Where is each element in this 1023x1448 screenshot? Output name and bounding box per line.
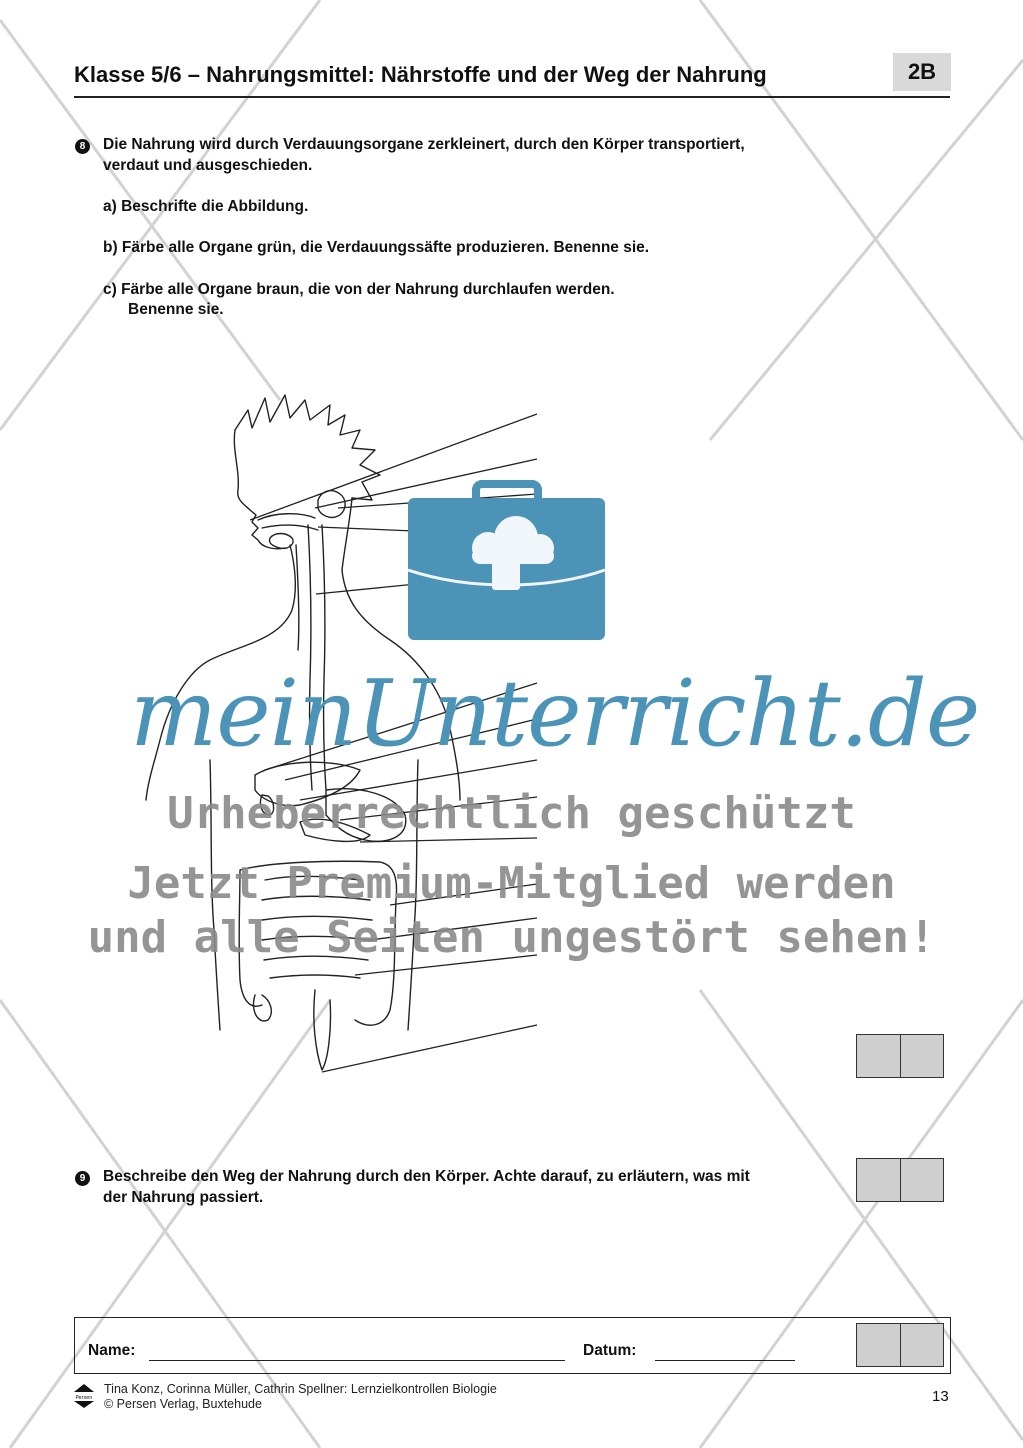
- page-title: Klasse 5/6 – Nahrungsmittel: Nährstoffe und der Weg der Nahrung: [74, 62, 767, 87]
- name-date-box: [74, 1317, 951, 1374]
- footer-authors: Tina Konz, Corinna Müller, Cathrin Spellner: Lernzielkontrollen Biologie: [104, 1382, 497, 1396]
- task-8-intro-line2: verdaut und ausgeschieden.: [103, 157, 313, 174]
- page-number: 13: [932, 1388, 949, 1405]
- task-9-line1: Beschreibe den Weg der Nahrung durch den Körper. Achte darauf, zu erläutern, was mit: [103, 1168, 750, 1185]
- date-label: Datum:: [583, 1342, 637, 1359]
- salivary-gland-lower: [269, 534, 293, 549]
- appendix: [253, 995, 271, 1021]
- trachea: [296, 545, 299, 650]
- persen-logo-text: Persen: [75, 1395, 93, 1401]
- mouth-cavity: [258, 514, 318, 530]
- footer-credits: [104, 1382, 497, 1412]
- briefcase-logo-icon: [408, 480, 606, 640]
- task-8-intro-line1: Die Nahrung wird durch Verdauungsorgane zerkleinert, durch den Körper transportiert,: [103, 136, 745, 153]
- task-8c-line1: c) Färbe alle Organe braun, die von der Nahrung durchlaufen werden.: [103, 281, 615, 298]
- rectum: [314, 990, 331, 1070]
- head-profile: [234, 430, 285, 549]
- name-label: Name:: [88, 1342, 136, 1359]
- watermark-brand: meinUnterricht.de: [130, 660, 980, 767]
- task-8-number: 8: [75, 139, 90, 154]
- task-8b: b) Färbe alle Organe grün, die Verdauungssäfte produzieren. Benenne sie.: [103, 239, 650, 256]
- header-divider: [74, 96, 950, 98]
- level-badge: 2B: [893, 53, 951, 91]
- task-8a: a) Beschrifte die Abbildung.: [103, 198, 309, 215]
- head-hair-outline: [235, 395, 380, 500]
- footer-publisher: © Persen Verlag, Buxtehude: [104, 1397, 262, 1411]
- score-box-task-8[interactable]: [856, 1034, 944, 1078]
- name-field[interactable]: [149, 1360, 565, 1361]
- persen-logo-icon: [74, 1384, 94, 1408]
- task-9-line2: der Nahrung passiert.: [103, 1189, 264, 1206]
- score-box-task-9[interactable]: [856, 1158, 944, 1202]
- watermark-line-2: Jetzt Premium-Mitglied werden: [127, 858, 896, 909]
- date-field[interactable]: [655, 1360, 795, 1361]
- watermark-line-1: Urheberrechtlich geschützt: [167, 788, 856, 839]
- watermark-line-3: und alle Seiten ungestört sehen!: [87, 912, 936, 963]
- task-9-number: 9: [75, 1171, 90, 1186]
- task-8c-line2: Benenne sie.: [128, 301, 224, 318]
- score-box-total[interactable]: [856, 1323, 944, 1367]
